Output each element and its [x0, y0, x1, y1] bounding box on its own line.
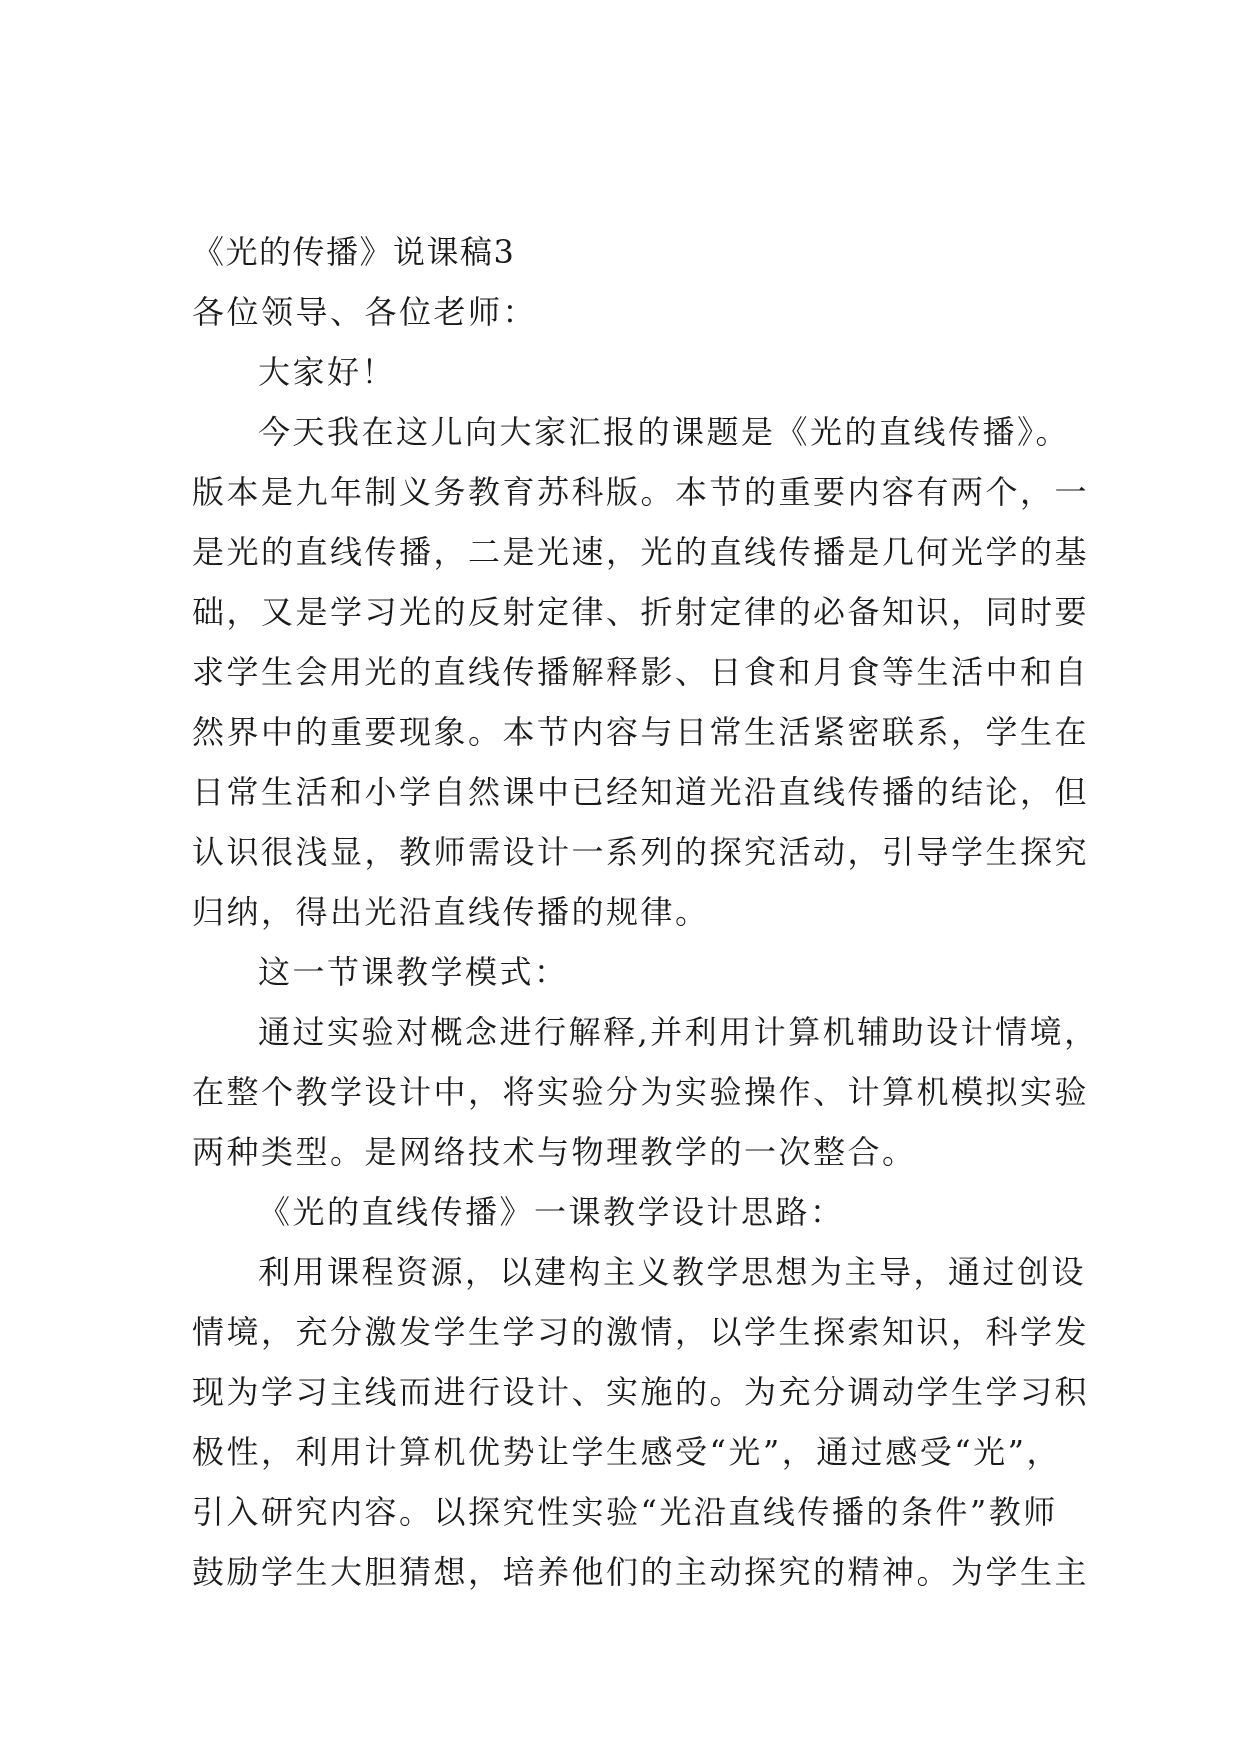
- document-title: 《光的传播》说课稿3: [192, 233, 516, 271]
- salutation-line: 各位领导、各位老师：: [192, 293, 538, 331]
- paragraph-line: 在整个教学设计中，将实验分为实验操作、计算机模拟实验: [192, 1073, 1090, 1111]
- paragraph-line: 引入研究内容。以探究性实验“光沿直线传播的条件”教师: [192, 1493, 1058, 1531]
- paragraph-line: 通过实验对概念进行解释,并利用计算机辅助设计情境，: [258, 1013, 1099, 1051]
- paragraph-line: 求学生会用光的直线传播解释影、日食和月食等生活中和自: [192, 653, 1090, 691]
- paragraph-line: 归纳，得出光沿直线传播的规律。: [192, 893, 710, 931]
- paragraph-line: 认识很浅显，教师需设计一系列的探究活动，引导学生探究: [192, 833, 1090, 871]
- paragraph-line: 鼓励学生大胆猜想，培养他们的主动探究的精神。为学生主: [192, 1553, 1090, 1591]
- paragraph-line: 两种类型。是网络技术与物理教学的一次整合。: [192, 1133, 917, 1171]
- paragraph-line: 现为学习主线而进行设计、实施的。为充分调动学生学习积: [192, 1373, 1090, 1411]
- paragraph-line: 情境，充分激发学生学习的激情，以学生探索知识，科学发: [192, 1313, 1090, 1351]
- paragraph-line: 是光的直线传播，二是光速，光的直线传播是几何光学的基: [192, 533, 1090, 571]
- greeting-line: 大家好！: [258, 353, 397, 391]
- paragraph-line: 利用课程资源，以建构主义教学思想为主导，通过创设: [258, 1253, 1087, 1291]
- paragraph-line: 版本是九年制义务教育苏科版。本节的重要内容有两个，一: [192, 473, 1090, 511]
- section-heading-line: 《光的直线传播》一课教学设计思路：: [258, 1193, 845, 1231]
- paragraph-line: 极性，利用计算机优势让学生感受“光”，通过感受“光”，: [192, 1433, 1061, 1471]
- paragraph-line: 今天我在这儿向大家汇报的课题是《光的直线传播》。: [258, 413, 1071, 451]
- document-body: [192, 222, 1099, 1602]
- paragraph-line: 础，又是学习光的反射定律、折射定律的必备知识，同时要: [192, 593, 1090, 631]
- paragraph-line: 然界中的重要现象。本节内容与日常生活紧密联系，学生在: [192, 713, 1090, 751]
- section-heading-line: 这一节课教学模式：: [258, 953, 569, 991]
- paragraph-line: 日常生活和小学自然课中已经知道光沿直线传播的结论，但: [192, 773, 1090, 811]
